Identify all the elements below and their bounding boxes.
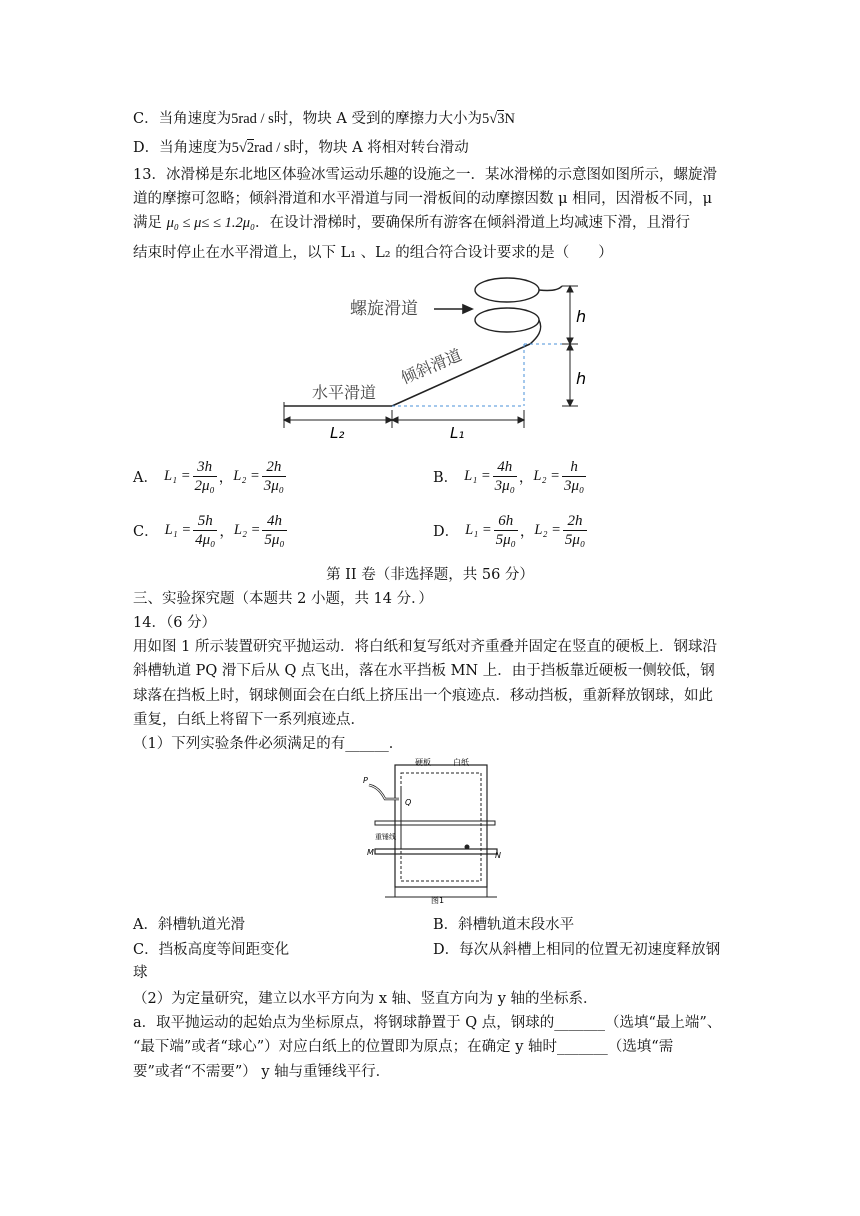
denominator: 5μ₀ [264,532,285,548]
L1-fraction [493,458,517,495]
q13-inequality: μ₀ ≤ μ≤ ≤ 1.2μ₀ [166,215,256,231]
L1-fraction [193,512,217,549]
q13-stem-line3 [133,213,690,233]
L2-fraction [262,512,286,549]
L1-fraction [193,458,217,495]
paper-label: 白纸 [453,758,469,767]
q14-option-d-continued: 球 [133,965,148,981]
q14-option-b: B．斜槽轨道末段水平 [433,917,575,933]
numerator: 5h [193,512,217,531]
q14-a-line1: a．取平抛运动的起始点为坐标原点，将钢球静置于 Q 点，钢球的_______（选填“最上端”、 [133,1015,722,1031]
numerator: 6h [494,512,518,531]
section-heading: 三、实验探究题（本题共 2 小题，共 14 分．） [133,591,433,607]
L2-symbol: L₂ = [533,468,560,484]
denominator: 5μ₀ [564,532,586,548]
L2-symbol: L₂ = [233,522,261,538]
q14-option-d: D．每次从斜槽上相同的位置无初速度释放钢 [433,942,721,958]
L1-symbol: L₁ = [164,522,192,538]
q13-option-d: D． L₁ = $\frac{6h}{\text{5μ₀}}$ ， L₂ = $\frac{2h}{\text{5μ₀}}$ [433,513,586,548]
numerator: 3h [193,458,217,477]
denominator: 3μ₀ [494,478,515,494]
q12-d-suffix: 时，物块 A 将相对转台滑动 [289,140,469,156]
q13-option-a: A． L₁ = $\frac{3h}{\text{2μ₀}}$ ， L₂ = $\frac{2h}{\text{3μ₀}}$ [133,459,285,494]
L1-fraction [494,512,518,549]
L1-symbol: L₁ = [464,468,491,484]
q12-d-coef: 5 [231,140,239,156]
projectile-apparatus-figure [355,757,505,905]
white-paper [401,773,481,881]
hard-board [395,765,487,887]
q14-option-c: C．挡板高度等间距变化 [133,942,290,958]
figure-caption: 图1 [431,896,445,905]
q12-option-d [133,138,469,158]
denominator: 5μ₀ [495,532,516,548]
h-label-top: h [576,307,587,326]
P-label: P [363,776,368,785]
L1-label: L₁ [450,424,465,442]
L2-fraction [262,458,286,495]
q12-c-omega: 5rad / s [231,111,274,127]
q14-a-line2: “最下端”或者“球心”）对应白纸上的位置即为原点；在确定 y 轴时_______（选填“需 [133,1039,674,1055]
option-letter: C． [133,524,159,540]
q14-heading: 14．（6 分） [133,615,217,631]
q13-stem-line4: 结束时停止在水平滑道上，以下 L₁ 、L₂ 的组合符合设计要求的是（ ） [133,245,613,261]
q14-a-line3: 要”或者“不需要”） y 轴与重锤线平行． [133,1064,391,1080]
q14-option-a: A．斜槽轨道光滑 [133,917,245,933]
upper-rail [375,821,495,825]
q12-d-prefix: D．当角速度为 [133,140,232,156]
numerator: h [562,458,586,477]
q13-option-b: B． L₁ = $\frac{4h}{\text{3μ₀}}$ ， L₂ = $\frac{h}{\text{3μ₀}}$ [433,459,585,494]
h-label-bottom: h [576,369,587,388]
q13-stem-line1: 13．冰滑梯是东北地区体验冰雪运动乐趣的设施之一．某冰滑梯的示意图如图所示，螺旋滑 [133,167,717,183]
L1-symbol: L₁ = [465,522,492,538]
q13-line3-a: 满足 [133,215,167,231]
numerator: 2h [262,458,286,477]
board-label: 硬板 [415,758,431,767]
q12-c-coef: 5 [482,111,490,127]
denominator: 3μ₀ [263,478,285,494]
q14-sub1: （1）下列实验条件必须满足的有______． [133,736,404,752]
option-letter: D． [433,524,460,540]
Q-label: Q [405,798,412,807]
baffle-MN [375,849,497,854]
M-label: M [367,848,374,857]
L1-symbol: L₁ = [163,468,191,484]
option-letter: A． [133,470,158,486]
height-markers [562,286,578,406]
numerator: 2h [563,512,587,531]
sqrt-sign: √ [489,111,498,127]
q14-sub2: （2）为定量研究，建立以水平方向为 x 轴、竖直方向为 y 轴的坐标系． [133,991,598,1007]
ice-slide-figure [282,272,592,442]
q13-option-c: C． L₁ = $\frac{5h}{\text{4μ₀}}$ ， L₂ = $\frac{4h}{\text{5μ₀}}$ [133,513,285,548]
q14-para-line3: 球落在挡板上时，钢球侧面会在白纸上挤压出一个痕迹点．移动挡板，重新释放钢球，如此 [133,688,713,704]
numerator: 4h [493,458,517,477]
q12-option-c [133,109,515,129]
L2-fraction [562,458,586,495]
incline-label: 倾斜滑道 [398,345,465,388]
spiral-label: 螺旋滑道 [350,299,418,319]
denominator: 2μ₀ [194,478,215,494]
horizontal-label: 水平滑道 [312,383,377,402]
q12-d-unit: rad / s [254,140,290,156]
plumb-label: 重锤线 [375,833,396,841]
q14-para-line2: 斜槽轨道 PQ 滑下后从 Q 点飞出，落在水平挡板 MN 上．由于挡板靠近硬板一侧较低，钢 [133,663,715,679]
option-letter: B． [433,470,459,486]
sqrt-sign: √ [238,140,247,156]
denominator: 4μ₀ [195,532,216,548]
L2-symbol: L₂ = [534,522,561,538]
q12-d-radicand: 2 [246,140,255,156]
q12-c-middle: 时，物块 A 受到的摩擦力大小为 [273,111,482,127]
L2-fraction [563,512,587,549]
q13-stem-line2: 道的摩擦可忽略；倾斜滑道和水平滑道与同一滑板间的动摩擦因数 μ 相同，因滑板不同，μ [133,191,713,207]
part2-title: 第 II 卷（非选择题，共 56 分） [326,567,534,583]
steel-ball [465,845,470,850]
q13-line3-b: ．在设计滑梯时，要确保所有游客在倾斜滑道上均减速下滑，且滑行 [255,215,691,231]
N-label: N [495,851,501,860]
q14-para-line1: 用如图 1 所示装置研究平抛运动．将白纸和复写纸对齐重叠并固定在竖直的硬板上．钢球沿 [133,639,717,655]
spiral-arrow [434,305,472,313]
q12-c-radicand: 3 [497,111,505,127]
L2-symbol: L₂ = [233,468,260,484]
numerator: 4h [262,512,286,531]
denominator: 3μ₀ [563,478,585,494]
q14-para-line4: 重复，白纸上将留下一系列痕迹点． [133,712,365,728]
q12-c-prefix: C．当角速度为 [133,111,232,127]
q12-c-unit: N [504,111,515,127]
L2-label: L₂ [330,424,345,442]
spiral-track [475,278,562,344]
